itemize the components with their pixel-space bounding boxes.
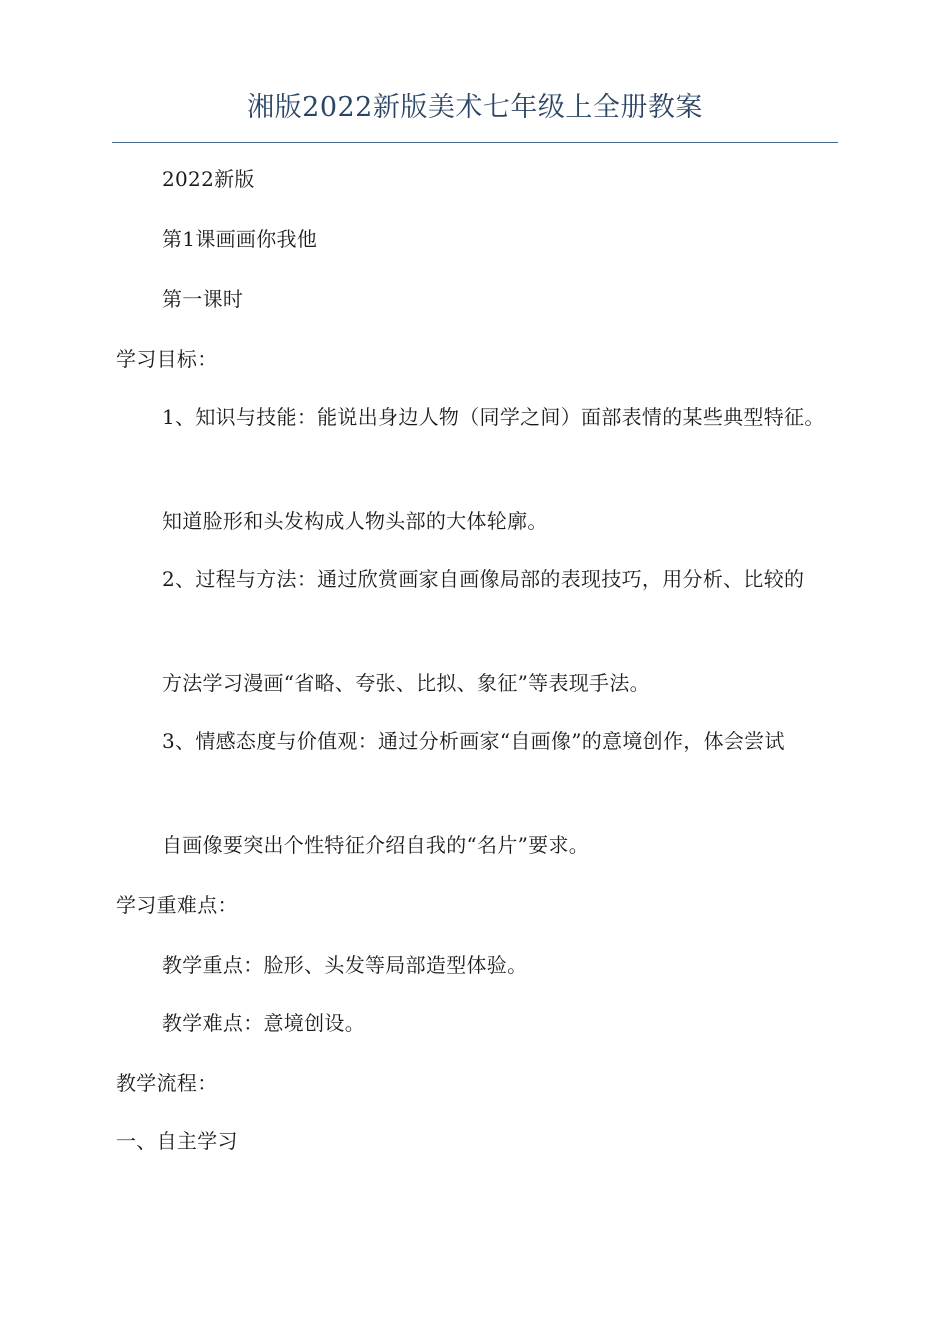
heading-learning-goals: 学习目标：	[116, 347, 218, 371]
paragraph-teaching-difficulty: 教学难点：意境创设。	[162, 1011, 365, 1035]
title-divider	[112, 142, 838, 143]
paragraph-goal-emotion-cont: 自画像要突出个性特征介绍自我的“名片”要求。	[162, 833, 590, 857]
heading-teaching-process: 教学流程：	[116, 1071, 218, 1095]
paragraph-edition: 2022新版	[162, 167, 255, 191]
heading-self-study: 一、自主学习	[116, 1129, 238, 1153]
paragraph-goal-knowledge: 1、知识与技能：能说出身边人物（同学之间）面部表情的某些典型特征。	[162, 405, 825, 429]
paragraph-lesson-title: 第1课画画你我他	[162, 227, 318, 251]
paragraph-goal-process-cont: 方法学习漫画“省略、夸张、比拟、象征”等表现手法。	[162, 671, 650, 695]
paragraph-goal-knowledge-cont: 知道脸形和头发构成人物头部的大体轮廓。	[162, 509, 548, 533]
paragraph-goal-emotion: 3、情感态度与价值观：通过分析画家“自画像”的意境创作，体会尝试	[162, 729, 785, 753]
heading-key-points: 学习重难点：	[116, 893, 238, 917]
paragraph-goal-process: 2、过程与方法：通过欣赏画家自画像局部的表现技巧，用分析、比较的	[162, 567, 805, 591]
paragraph-lesson-period: 第一课时	[162, 287, 244, 311]
document-title: 湘版2022新版美术七年级上全册教案	[247, 92, 703, 123]
paragraph-teaching-focus: 教学重点：脸形、头发等局部造型体验。	[162, 953, 528, 977]
